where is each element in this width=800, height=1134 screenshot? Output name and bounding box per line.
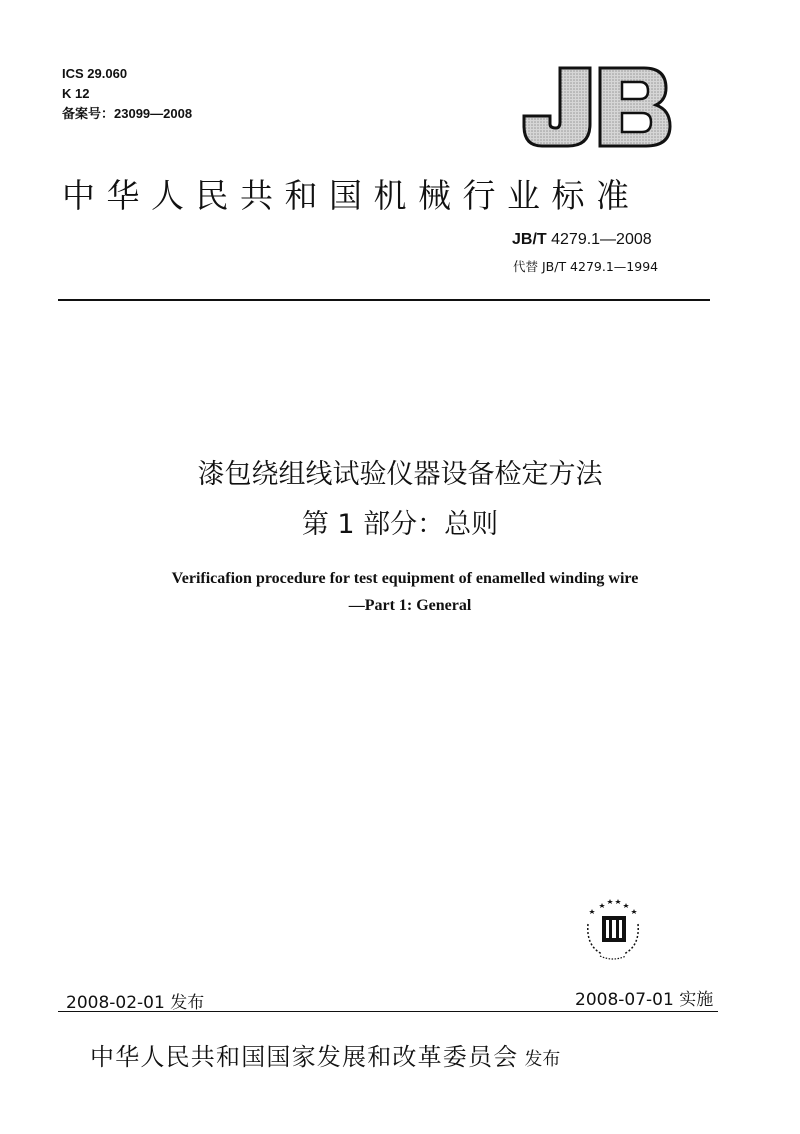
- record-number: 备案号：23099—2008: [62, 106, 193, 121]
- replaces-standard: 代替 JB/T 4279.1—1994: [513, 259, 659, 274]
- implementation-date: 2008-07-01 实施: [575, 990, 714, 1010]
- title-chinese-line-1: 漆包绕组线试验仪器设备检定方法: [197, 459, 603, 490]
- footer-divider: [58, 1011, 718, 1012]
- title-chinese-line-2: 第 1 部分：总则: [301, 509, 499, 540]
- issue-date: 2008-02-01 发布: [66, 993, 205, 1013]
- publisher-suffix: 发布: [524, 1049, 561, 1070]
- publisher: [90, 1037, 560, 1072]
- classification-code: K 12: [62, 86, 90, 101]
- publisher-name: 中华人民共和国国家发展和改革委员会: [90, 1043, 519, 1071]
- jb-logo: [516, 64, 676, 154]
- title-english-line-2: —Part 1: General: [348, 597, 472, 614]
- ics-code: ICS 29.060: [62, 66, 128, 81]
- publisher-emblem-icon: [578, 894, 648, 966]
- main-title: 中华人民共和国机械行业标准: [62, 176, 641, 215]
- standard-number-value: 4279.1—2008: [546, 231, 652, 248]
- standard-number: [512, 231, 652, 249]
- header-divider: [58, 299, 710, 301]
- standard-code: JB/T: [512, 231, 547, 248]
- title-english-line-1: Verificafion procedure for test equipment of enamelled winding wire: [171, 570, 639, 587]
